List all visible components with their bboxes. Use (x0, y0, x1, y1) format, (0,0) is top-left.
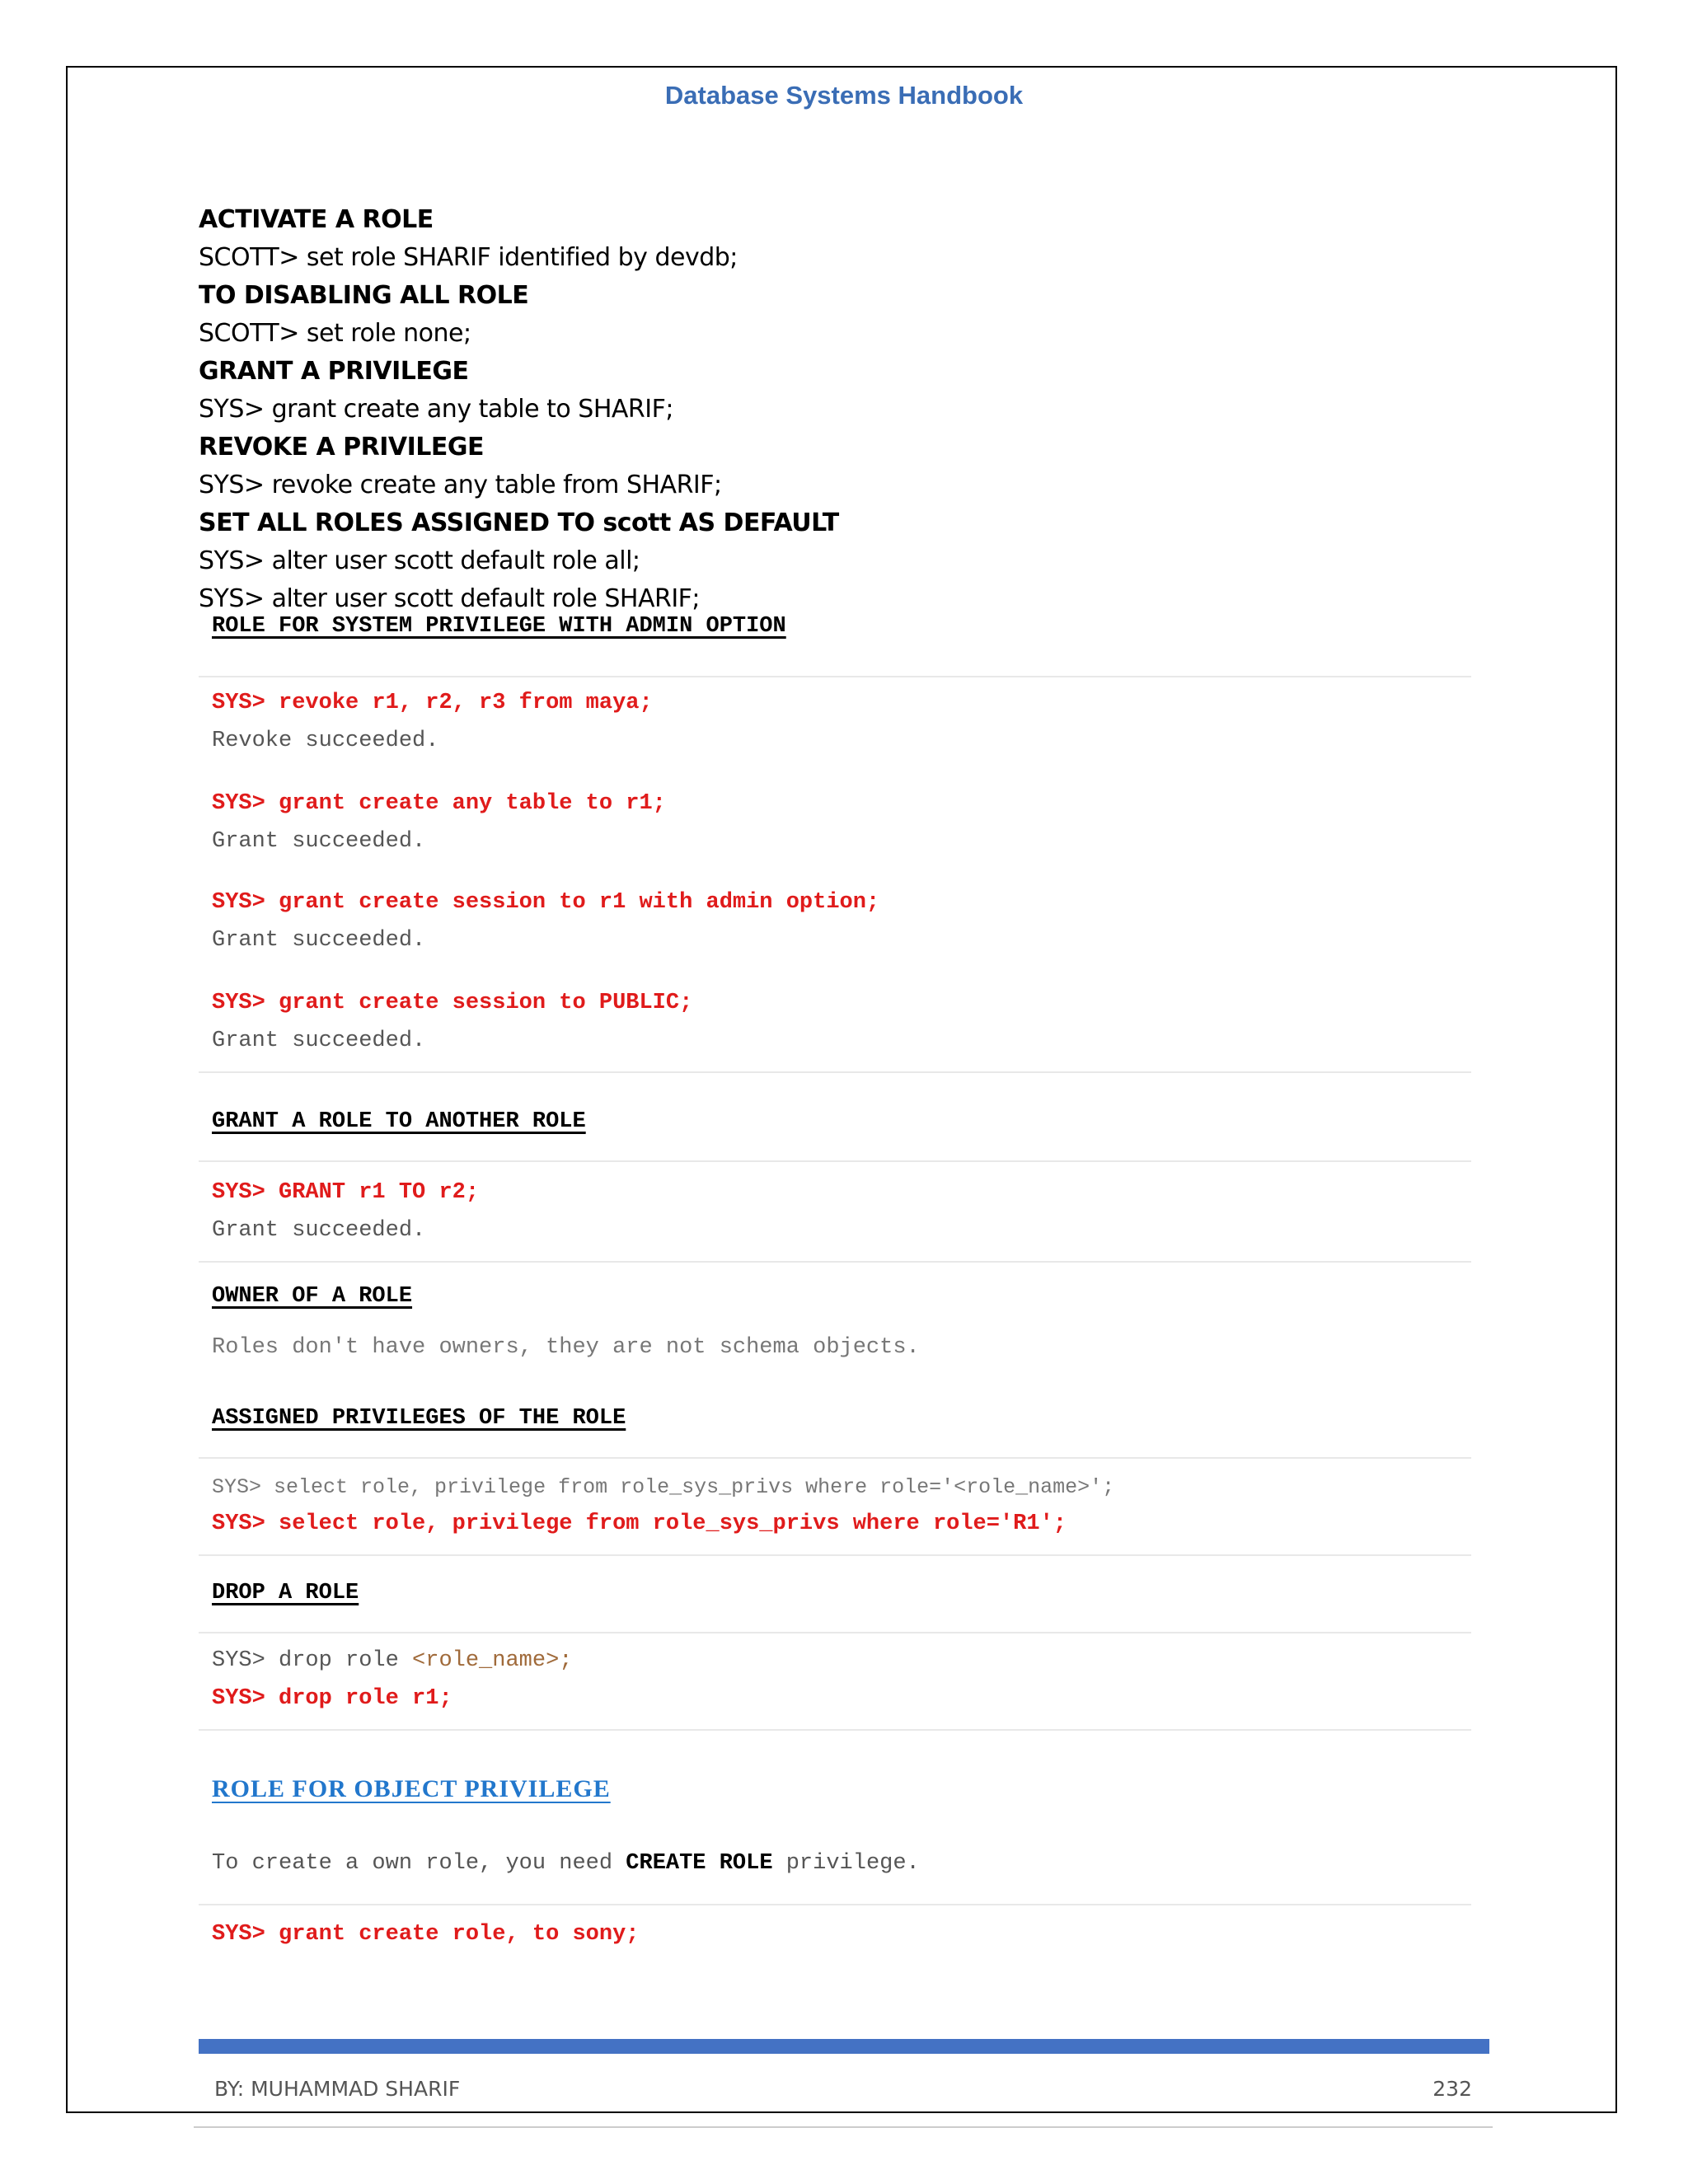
intro-line: REVOKE A PRIVILEGE (199, 433, 484, 462)
intro-line: SYS> alter user scott default role all; (199, 546, 640, 575)
divider (199, 1554, 1471, 1556)
footer-page-number: 232 (1432, 2077, 1472, 2101)
intro-line: GRANT A PRIVILEGE (199, 357, 469, 386)
intro-line: SCOTT> set role none; (199, 319, 471, 348)
object-text (212, 1851, 920, 1876)
intro-line: SYS> alter user scott default role SHARIF; (199, 584, 701, 613)
code-command: SYS> grant create session to r1 with admin option; (212, 890, 880, 915)
code-command: SYS> select role, privilege from role_sys_privs where role='R1'; (212, 1511, 1067, 1536)
footer-author: BY: MUHAMMAD SHARIF (214, 2077, 461, 2101)
code-syntax: SYS> select role, privilege from role_sys_privs where role='<role_name>'; (212, 1475, 1115, 1499)
divider (199, 676, 1471, 677)
code-command: SYS> drop role r1; (212, 1686, 452, 1711)
section-heading-role-to-role: GRANT A ROLE TO ANOTHER ROLE (212, 1109, 586, 1134)
code-command: SYS> GRANT r1 TO r2; (212, 1180, 480, 1205)
divider (199, 1729, 1471, 1731)
section-heading-assigned: ASSIGNED PRIVILEGES OF THE ROLE (212, 1406, 626, 1431)
divider (199, 1261, 1471, 1263)
code-command: SYS> grant create any table to r1; (212, 791, 666, 816)
intro-line: SCOTT> set role SHARIF identified by devdb; (199, 243, 738, 272)
syntax-arg: <role_name>; (412, 1648, 573, 1673)
divider (199, 1632, 1471, 1633)
divider (199, 1071, 1471, 1073)
owner-text: Roles don't have owners, they are not schema objects. (212, 1335, 920, 1360)
code-output: Grant succeeded. (212, 1218, 426, 1243)
object-text-bold: CREATE ROLE (626, 1851, 773, 1876)
intro-line: TO DISABLING ALL ROLE (199, 281, 529, 310)
intro-block (199, 201, 839, 618)
section-heading-owner: OWNER OF A ROLE (212, 1284, 413, 1309)
code-syntax (212, 1648, 572, 1673)
code-output: Revoke succeeded. (212, 729, 439, 753)
section-heading-admin-option: ROLE FOR SYSTEM PRIVILEGE WITH ADMIN OPTION (212, 614, 786, 639)
divider (199, 1904, 1471, 1905)
intro-line: SYS> revoke create any table from SHARIF; (199, 471, 722, 499)
code-output: Grant succeeded. (212, 1029, 426, 1053)
header-title: Database Systems Handbook (664, 81, 1024, 110)
section-heading-drop: DROP A ROLE (212, 1581, 359, 1605)
code-command: SYS> grant create role, to sony; (212, 1922, 640, 1947)
bottom-rule (194, 2126, 1493, 2128)
syntax-prefix: SYS> drop role (212, 1648, 413, 1673)
code-command: SYS> revoke r1, r2, r3 from maya; (212, 691, 653, 715)
code-output: Grant succeeded. (212, 928, 426, 953)
intro-line: ACTIVATE A ROLE (199, 205, 434, 234)
section-heading-object: ROLE FOR OBJECT PRIVILEGE (212, 1775, 611, 1802)
intro-line: SYS> grant create any table to SHARIF; (199, 395, 673, 424)
divider (199, 1457, 1471, 1459)
divider (199, 1160, 1471, 1162)
intro-line: SET ALL ROLES ASSIGNED TO scott AS DEFAULT (199, 509, 839, 537)
code-command: SYS> grant create session to PUBLIC; (212, 991, 693, 1015)
footer-bar (199, 2039, 1489, 2054)
object-text-suffix: privilege. (772, 1851, 920, 1876)
code-output: Grant succeeded. (212, 829, 426, 854)
object-text-prefix: To create a own role, you need (212, 1851, 626, 1876)
